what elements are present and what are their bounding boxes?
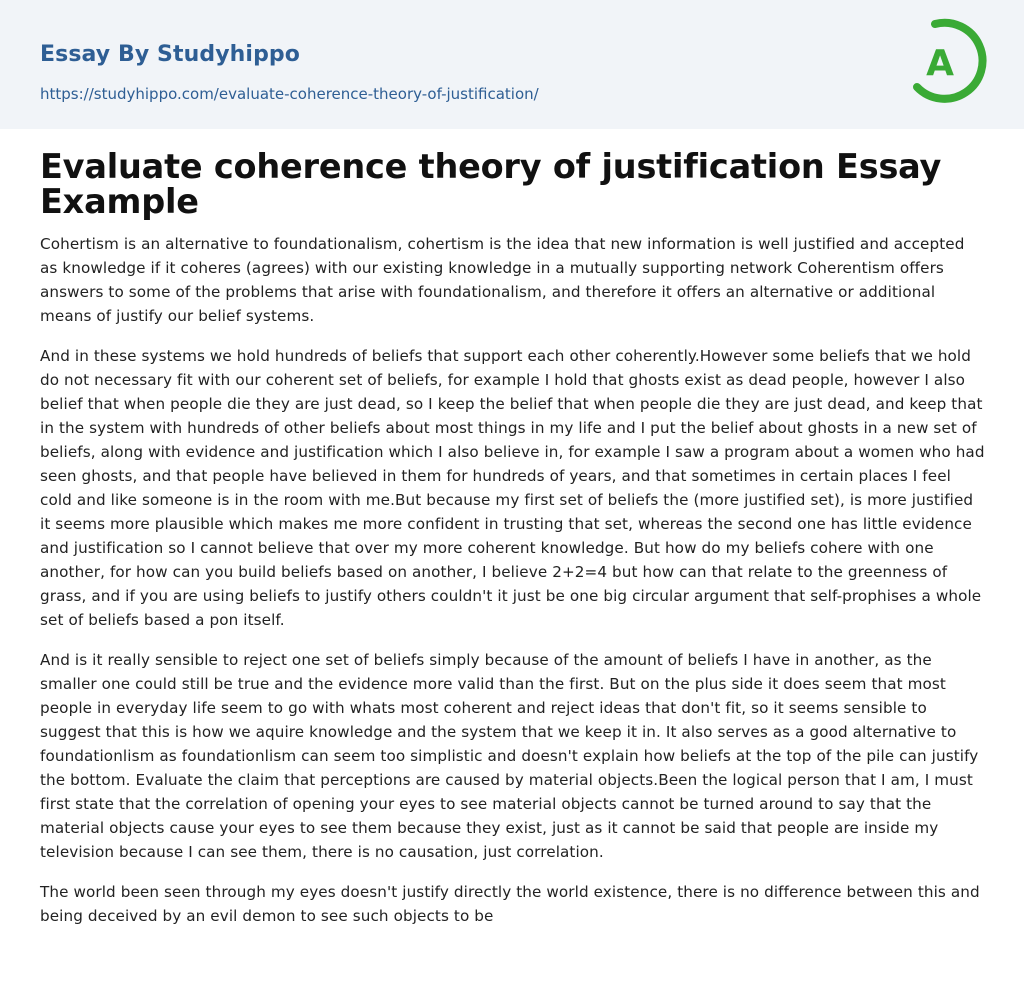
page-title: Evaluate coherence theory of justification Essay Example <box>40 147 942 221</box>
studyhippo-logo-icon[interactable] <box>905 18 991 104</box>
logo-letter: A <box>926 43 954 84</box>
site-brand[interactable]: Essay By Studyhippo <box>40 42 300 67</box>
paragraph-2: And in these systems we hold hundreds of beliefs that support each other coherently.However some beliefs that we hold do not necessary fit with our coherent set of beliefs, for example I hold that ghosts exist as dead people, however I also belief that when people die they are just dead, so I keep the belief that when people die they are just dead, and keep that in the system with hundreds of other beliefs about most things in my life and I put the belief about ghosts in a new set of beliefs, along with evidence and justification which I also believe in, for example I saw a program about a women who had seen ghosts, and that people have believed in them for hundreds of years, and that sometimes in certain places I feel cold and like someone is in the room with me.But because my first set of beliefs the (more justified set), is more justified it seems more plausible which makes me more confident in trusting that set, whereas the second one has little evidence and justification so I cannot believe that over my more coherent knowledge. But how do my beliefs cohere with one another, for how can you build beliefs based on another, I believe 2+2=4 but how can that relate to the greenness of grass, and if you are using beliefs to justify others couldn't it just be one big circular argument that self-prophises a whole set of beliefs based a pon itself. <box>40 347 985 629</box>
essay-url-link[interactable]: https://studyhippo.com/evaluate-coherence-theory-of-justification/ <box>40 85 539 103</box>
paragraph-1: Cohertism is an alternative to foundationalism, cohertism is the idea that new information is well justified and accepted as knowledge if it coheres (agrees) with our existing knowledge in a mutually supporting network Coherentism offers answers to some of the problems that arise with foundationalism, and therefore it offers an alternative or additional means of justify our belief systems. <box>40 235 965 325</box>
article <box>40 149 986 928</box>
paragraph-4: The world been seen through my eyes doesn't justify directly the world existence, there is no difference between this and being deceived by an evil demon to see such objects to be <box>40 883 980 925</box>
site-header <box>0 0 1024 129</box>
paragraph-3: And is it really sensible to reject one set of beliefs simply because of the amount of beliefs I have in another, as the smaller one could still be true and the evidence more valid than the first. But on the plus side it does seem that most people in everyday life seem to go with whats most coherent and reject ideas that don't fit, so it seems sensible to suggest that this is how we aquire knowledge and the system that we keep it in. It also serves as a good alternative to foundationlism as foundationlism can seem too simplistic and doesn't explain how beliefs at the top of the pile can justify the bottom. Evaluate the claim that perceptions are caused by material objects.Been the logical person that I am, I must first state that the correlation of opening your eyes to see material objects cannot be turned around to say that the material objects cause your eyes to see them because they exist, just as it cannot be said that people are inside my television because I can see them, there is no causation, just correlation. <box>40 651 979 861</box>
